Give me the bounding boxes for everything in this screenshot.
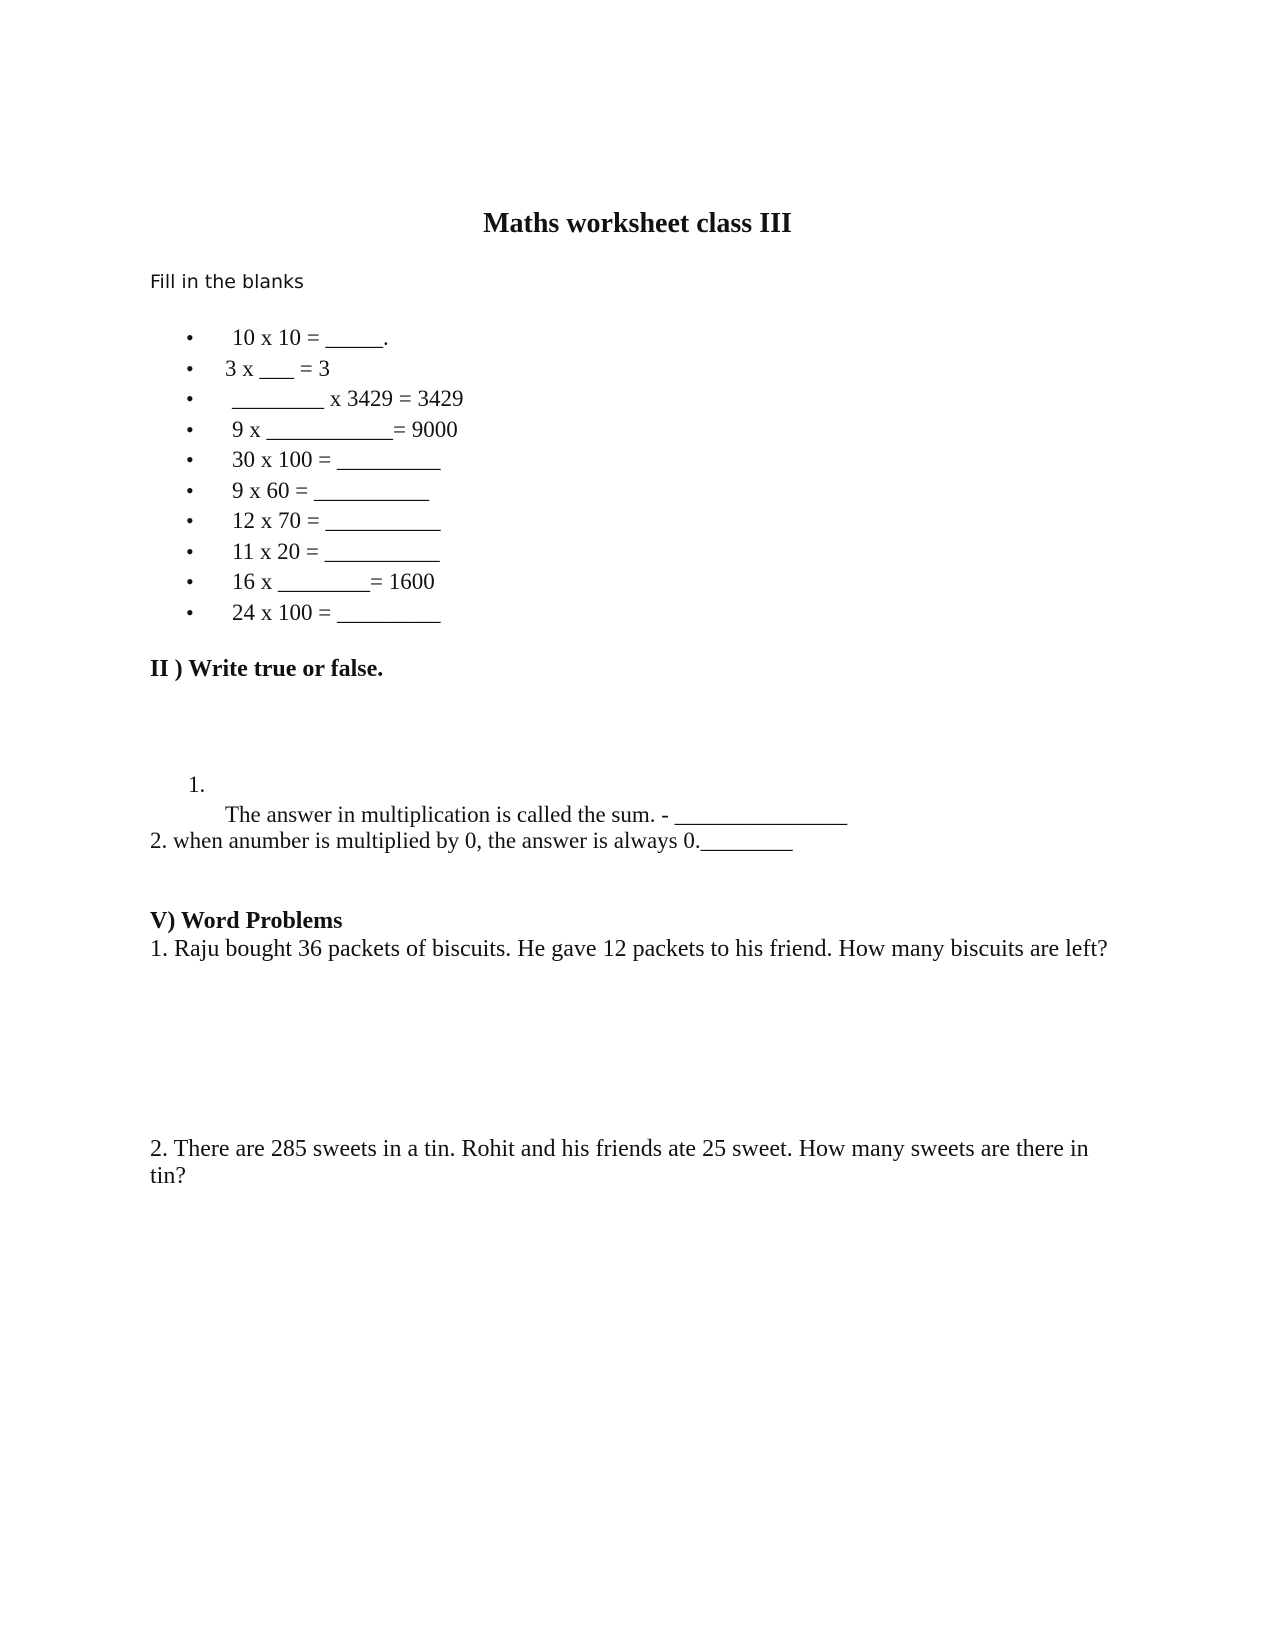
section-heading-true-false: II ) Write true or false. <box>150 656 384 682</box>
list-item <box>150 567 435 598</box>
question-number: 1. <box>188 772 206 797</box>
list-item <box>150 415 458 446</box>
list-item <box>150 384 464 415</box>
bullet-icon: • <box>186 477 194 503</box>
section-heading-word-problems: V) Word Problems <box>150 908 343 934</box>
list-item-text: 16 x ________= 1600 <box>232 569 435 594</box>
section-heading-fill-blanks: Fill in the blanks <box>150 271 304 293</box>
word-problem-1: 1. Raju bought 36 packets of biscuits. He gave 12 packets to his friend. How many biscuits are left? <box>150 936 1108 962</box>
bullet-icon: • <box>186 355 194 381</box>
list-item <box>150 445 441 476</box>
bullet-icon: • <box>186 538 194 564</box>
list-item <box>150 598 441 629</box>
word-problem-2: 2. There are 285 sweets in a tin. Rohit and his friends ate 25 sweet. How many sweets are there in tin? <box>150 1136 1089 1189</box>
list-item-text: 9 x ___________= 9000 <box>232 416 458 442</box>
bullet-icon: • <box>186 569 194 594</box>
bullet-icon: • <box>186 386 194 411</box>
list-item-text: 30 x 100 = _________ <box>232 447 441 472</box>
list-item <box>150 506 441 537</box>
bullet-icon: • <box>186 508 194 533</box>
list-item-text: 24 x 100 = _________ <box>232 599 441 625</box>
bullet-icon: • <box>186 599 194 625</box>
list-item-text: 11 x 20 = __________ <box>232 538 440 564</box>
list-item-text: 9 x 60 = __________ <box>232 477 429 503</box>
bullet-icon: • <box>186 325 194 350</box>
list-item-text: 3 x ___ = 3 <box>225 355 330 381</box>
list-item-text: 10 x 10 = _____. <box>232 325 389 350</box>
list-item-text: ________ x 3429 = 3429 <box>232 386 464 411</box>
bullet-icon: • <box>186 416 194 442</box>
bullet-icon: • <box>186 447 194 472</box>
list-item <box>150 537 440 568</box>
list-item <box>150 323 389 354</box>
true-false-question-2: 2. when anumber is multiplied by 0, the answer is always 0.________ <box>150 828 793 853</box>
list-item-text: 12 x 70 = __________ <box>232 508 441 533</box>
true-false-question-1 <box>0 740 1275 827</box>
list-item <box>150 476 429 507</box>
page-title: Maths worksheet class III <box>483 208 792 239</box>
question-text: The answer in multiplication is called the sum. - _______________ <box>225 802 848 827</box>
list-item <box>150 354 330 385</box>
fill-blanks-list <box>150 323 464 628</box>
